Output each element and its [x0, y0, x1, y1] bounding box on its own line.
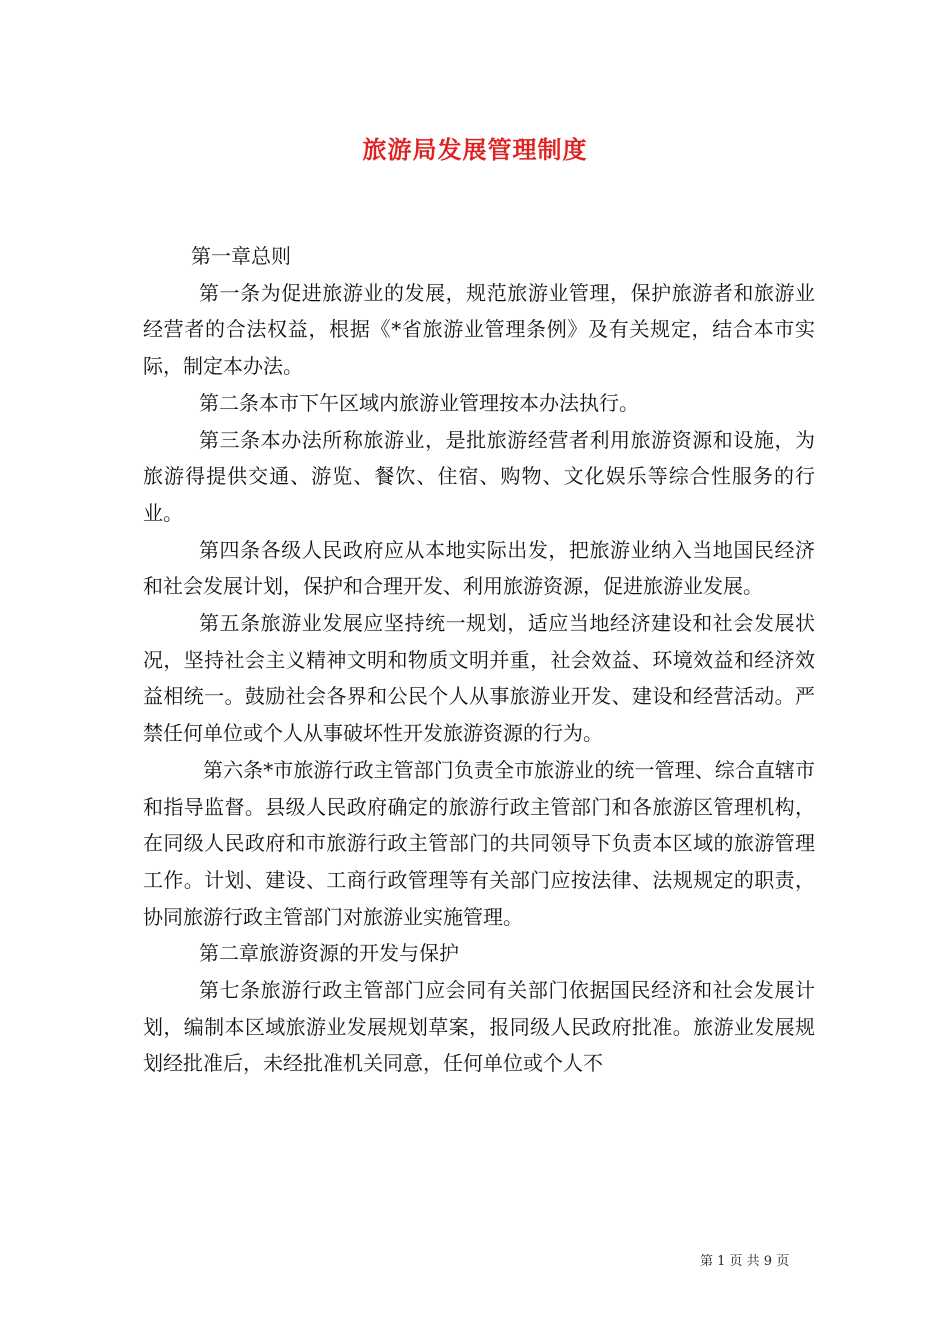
- chapter-heading: 第一章总则: [191, 244, 291, 268]
- document-title: 旅游局发展管理制度: [362, 135, 588, 164]
- article-paragraph: 第四条各级人民政府应从本地实际出发，把旅游业纳入当地国民经济和社会发展计划，保护和合理开发、利用旅游资源，促进旅游业发展。: [143, 537, 815, 599]
- document-body: [143, 238, 815, 1082]
- article-paragraph: 第二条本市下午区域内旅游业管理按本办法执行。: [199, 390, 639, 415]
- article-paragraph: 第三条本办法所称旅游业，是批旅游经营者利用旅游资源和设施，为旅游得提供交通、游览、餐饮、住宿、购物、文化娱乐等综合性服务的行业。: [143, 427, 815, 525]
- article-paragraph: 第六条*市旅游行政主管部门负责全市旅游业的统一管理、综合直辖市和指导监督。县级人民政府确定的旅游行政主管部门和各旅游区管理机构，在同级人民政府和市旅游行政主管部门的共同领导下负责本区域的旅游管理工作。计划、建设、工商行政管理等有关部门应按法律、法规规定的职责，协同旅游行政主管部门对旅游业实施管理。: [143, 757, 815, 929]
- article-paragraph: 第七条旅游行政主管部门应会同有关部门依据国民经济和社会发展计划，编制本区域旅游业发展规划草案，报同级人民政府批准。旅游业发展规划经批准后，未经批准机关同意，任何单位或个人不: [143, 978, 815, 1076]
- article-paragraph: 第一条为促进旅游业的发展，规范旅游业管理，保护旅游者和旅游业经营者的合法权益，根据《*省旅游业管理条例》及有关规定，结合本市实际，制定本办法。: [143, 280, 815, 379]
- article-paragraph: 第五条旅游业发展应坚持统一规划，适应当地经济建设和社会发展状况，坚持社会主义精神文明和物质文明并重，社会效益、环境效益和经济效益相统一。鼓励社会各界和公民个人从事旅游业开发、建设和经营活动。严禁任何单位或个人从事破坏性开发旅游资源的行为。: [143, 611, 815, 746]
- chapter-heading: 第二章旅游资源的开发与保护: [199, 941, 459, 966]
- page-number-footer: 第 1 页 共 9 页: [700, 1254, 790, 1269]
